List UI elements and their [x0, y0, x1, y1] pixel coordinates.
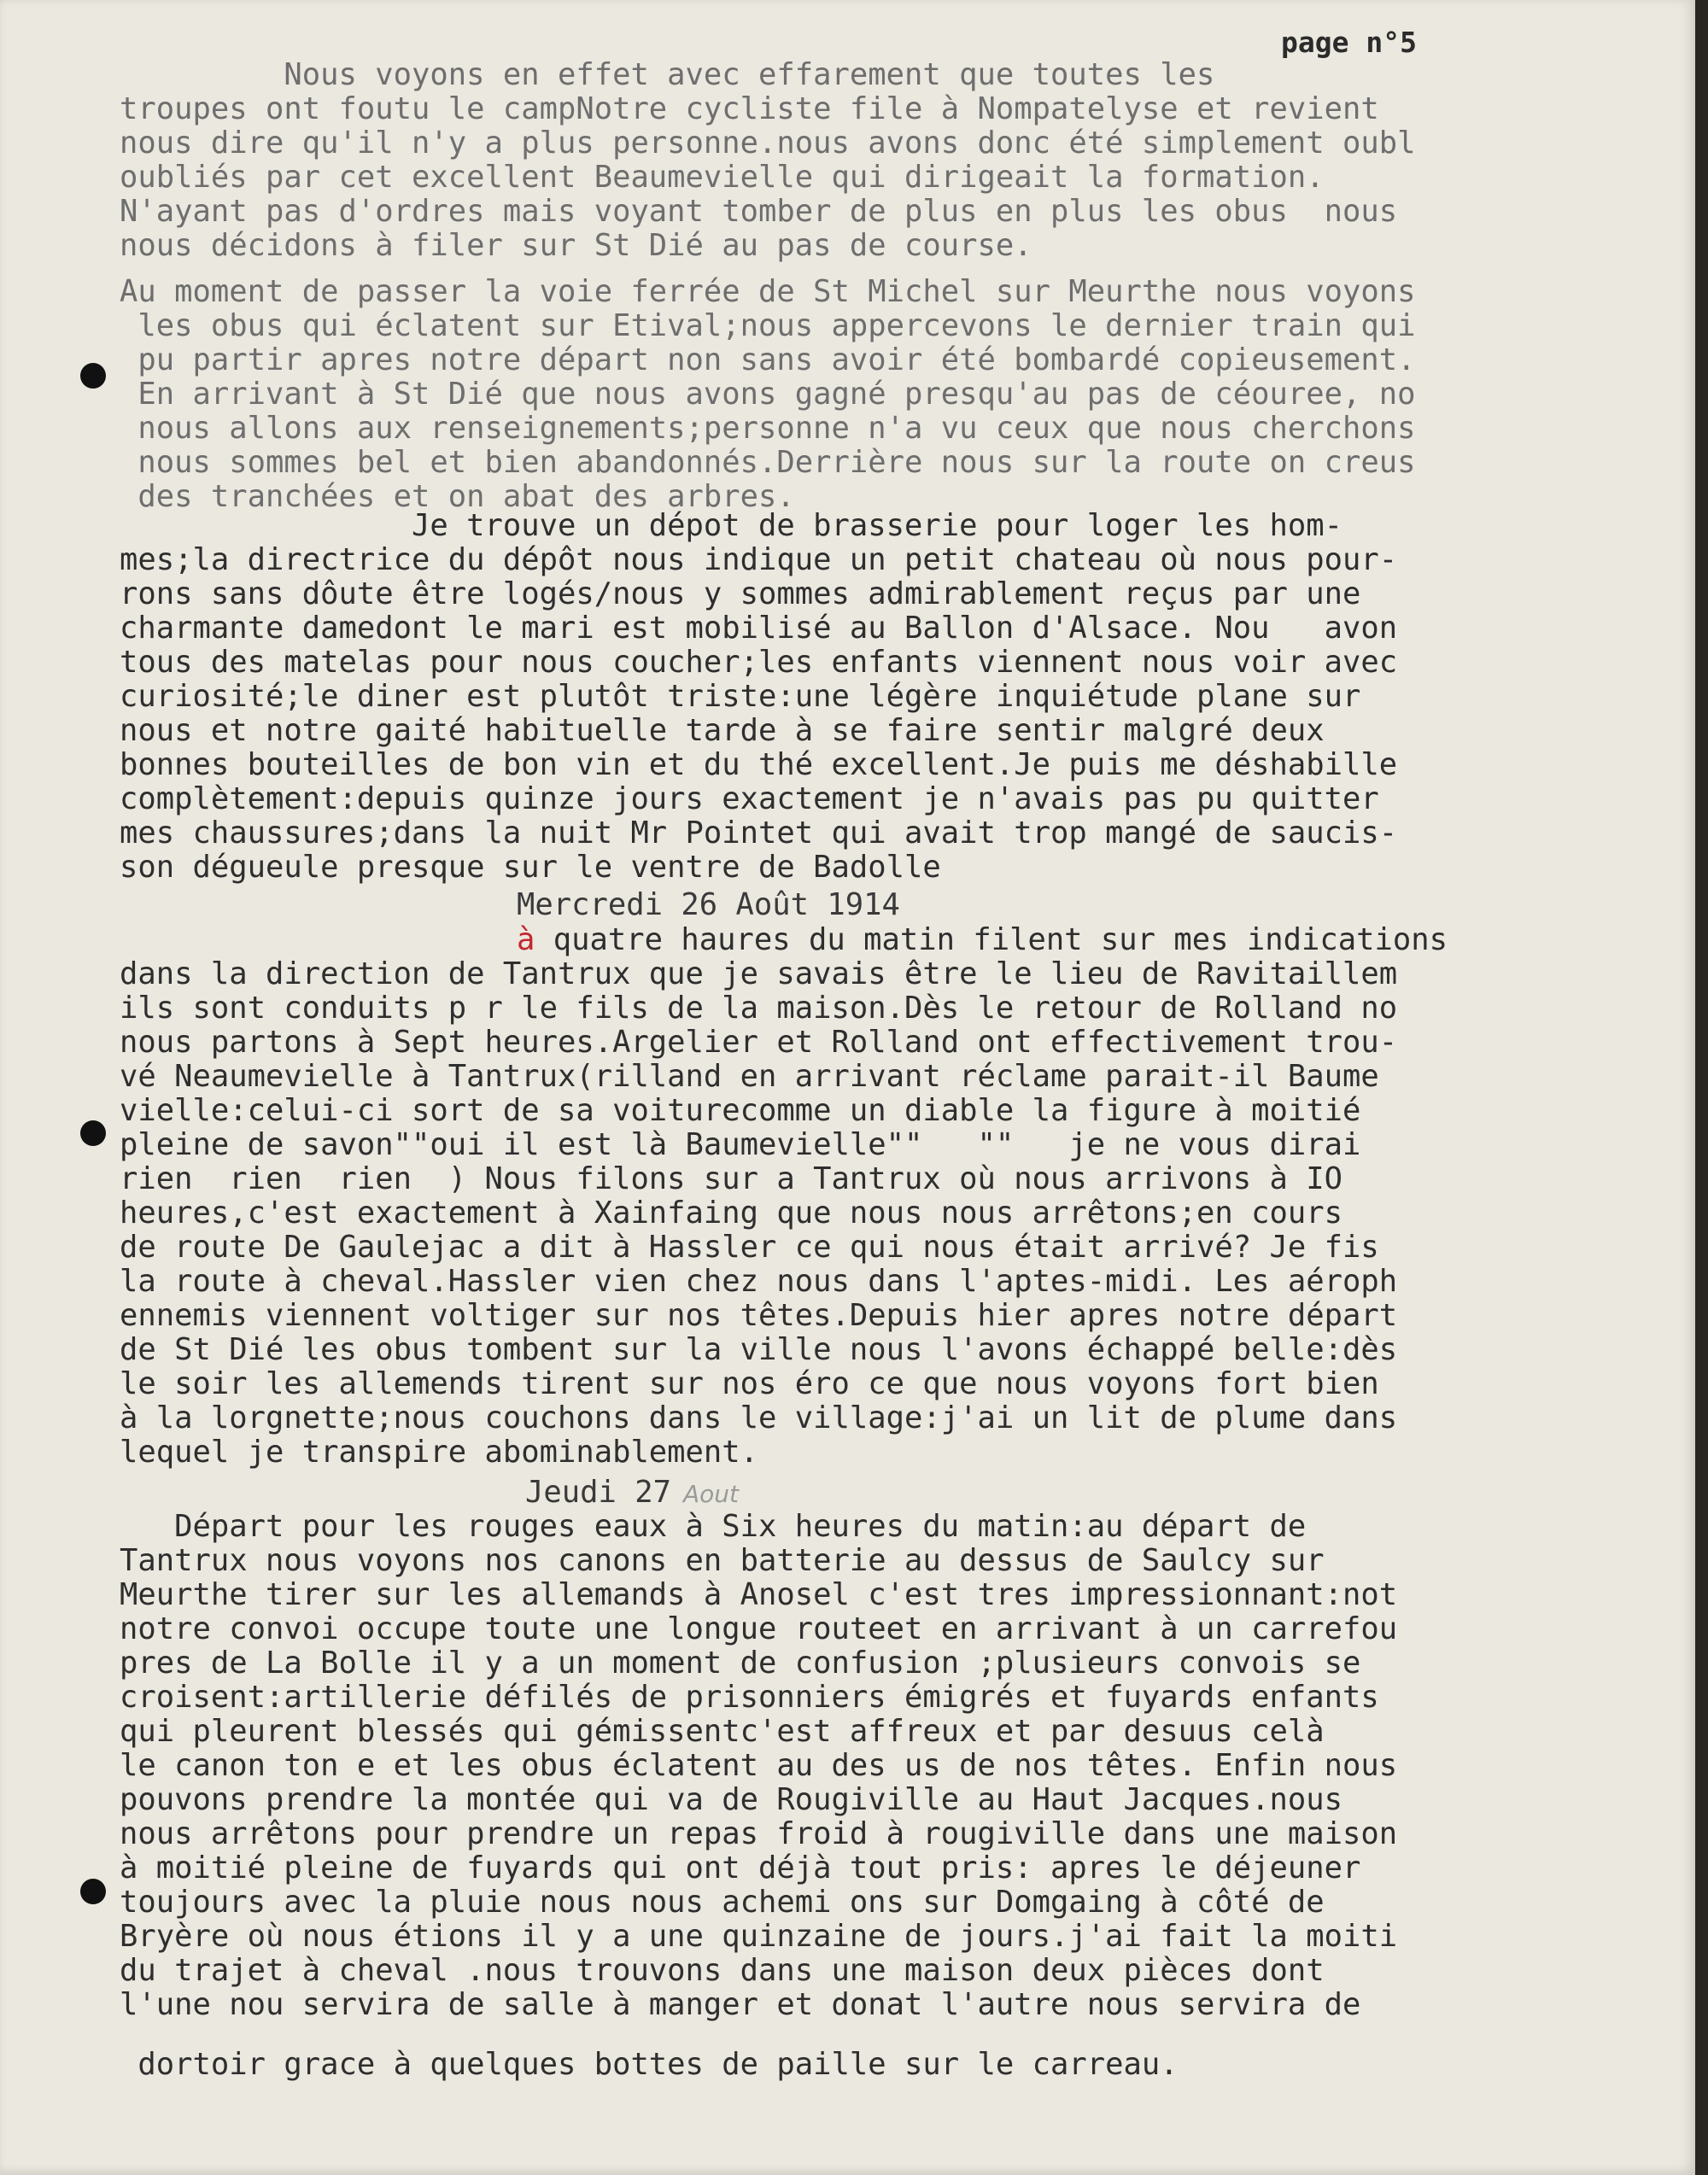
text-line: En arrivant à St Dié que nous avons gagné presqu'au pas de céouree, no	[120, 377, 1416, 412]
text-line: notre convoi occupe toute une longue routeet en arrivant à un carrefou	[120, 1611, 1398, 1646]
first-line-text: quatre haures du matin filent sur mes indications	[535, 922, 1448, 957]
text-line: nous partons à Sept heures.Argelier et Rolland ont effectivement trou-	[120, 1025, 1398, 1060]
text-line: pu partir apres notre départ non sans avoir été bombardé copieusement.	[120, 342, 1416, 377]
punch-hole	[80, 363, 106, 389]
paragraph-2	[120, 275, 1588, 514]
text-line: pouvons prendre la montée qui va de Rougiville au Haut Jacques.nous	[120, 1782, 1342, 1817]
text-line: pleine de savon""oui il est là Baumevielle"" "" je ne vous dirai	[120, 1127, 1361, 1162]
text-line: nous dire qu'il n'y a plus personne.nous avons donc été simplement oubl	[120, 126, 1416, 161]
text-line: Départ pour les rouges eaux à Six heures du matin:au départ de	[120, 1509, 1307, 1544]
text-line: complètement:depuis quinze jours exactement je n'avais pas pu quitter	[120, 781, 1379, 816]
date-text: Jeudi 27	[525, 1475, 671, 1510]
punch-hole	[80, 1879, 106, 1904]
text-line: oubliés par cet excellent Beaumevielle qui dirigeait la formation.	[120, 160, 1325, 195]
text-line: tous des matelas pour nous coucher;les enfants viennent nous voir avec	[120, 645, 1398, 680]
page-number: page n°5	[1281, 26, 1417, 59]
text-line: croisent:artillerie défilés de prisonniers émigrés et fuyards enfants	[120, 1680, 1379, 1715]
paragraph-5	[120, 1510, 1588, 2022]
text-line: nous sommes bel et bien abandonnés.Derrière nous sur la route on creus	[120, 445, 1416, 480]
text-line: pres de La Bolle il y a un moment de confusion ;plusieurs convois se	[120, 1646, 1361, 1681]
text-line: Meurthe tirer sur les allemands à Anosel c'est tres impressionnant:not	[120, 1577, 1398, 1612]
text-line: à la lorgnette;nous couchons dans le village:j'ai un lit de plume dans	[120, 1400, 1398, 1435]
text-line: Au moment de passer la voie ferrée de St Michel sur Meurthe nous voyons	[120, 274, 1416, 309]
text-line: rons sans dôute être logés/nous y sommes admirablement reçus par une	[120, 576, 1361, 611]
text-line: charmante damedont le mari est mobilisé au Ballon d'Alsace. Nou avon	[120, 611, 1398, 646]
paragraph-3	[120, 509, 1588, 885]
text-line: Je trouve un dépot de brasserie pour loger les hom-	[120, 508, 1342, 543]
text-line: qui pleurent blessés qui gémissentc'est affreux et par desuus celà	[120, 1714, 1325, 1749]
text-line: heures,c'est exactement à Xainfaing que nous nous arrêtons;en cours	[120, 1196, 1342, 1231]
paragraph-6	[120, 2048, 1588, 2082]
text-line: l'une nou servira de salle à manger et donat l'autre nous servira de	[120, 1987, 1361, 2022]
text-line: N'ayant pas d'ordres mais voyant tomber de plus en plus les obus nous	[120, 194, 1398, 229]
text-line: la route à cheval.Hassler vien chez nous dans l'aptes-midi. Les aéroph	[120, 1264, 1398, 1299]
text-line: dortoir grace à quelques bottes de paille sur le carreau.	[120, 2047, 1179, 2082]
text-line: nous et notre gaité habituelle tarde à se faire sentir malgré deux	[120, 713, 1325, 748]
text-line: des tranchées et on abat des arbres.	[120, 479, 795, 514]
text-line: vé Neaumevielle à Tantrux(rilland en arrivant réclame parait-il Baume	[120, 1059, 1379, 1094]
text-line: Nous voyons en effet avec effarement que toutes les	[120, 57, 1215, 92]
text-line: de St Dié les obus tombent sur la ville nous l'avons échappé belle:dès	[120, 1332, 1398, 1367]
text-line: troupes ont foutu le campNotre cycliste file à Nompatelyse et revient	[120, 91, 1379, 126]
text-line: Bryère où nous étions il y a une quinzaine de jours.j'ai fait la moiti	[120, 1919, 1398, 1954]
date-heading-thursday	[525, 1476, 1038, 1511]
text-line: de route De Gaulejac a dit à Hassler ce qui nous était arrivé? Je fis	[120, 1230, 1379, 1265]
text-line: nous décidons à filer sur St Dié au pas de course.	[120, 228, 1032, 263]
text-line: le canon ton e et les obus éclatent au des us de nos têtes. Enfin nous	[120, 1748, 1398, 1783]
paragraph-1	[120, 58, 1588, 263]
text-line: son dégueule presque sur le ventre de Badolle	[120, 850, 941, 885]
text-line: bonnes bouteilles de bon vin et du thé excellent.Je puis me déshabille	[120, 747, 1398, 782]
paragraph-4-first-line	[517, 923, 1610, 957]
text-line: dans la direction de Tantrux que je savais être le lieu de Ravitaillem	[120, 956, 1398, 991]
text-line: ils sont conduits p r le fils de la maison.Dès le retour de Rolland no	[120, 991, 1398, 1026]
punch-hole	[80, 1120, 106, 1146]
text-line: nous allons aux renseignements;personne n'a vu ceux que nous cherchons	[120, 411, 1416, 446]
text-line: rien rien rien ) Nous filons sur a Tantrux où nous arrivons à IO	[120, 1161, 1342, 1196]
text-line: lequel je transpire abominablement.	[120, 1435, 759, 1470]
text-line: vielle:celui-ci sort de sa voiturecomme un diable la figure à moitié	[120, 1093, 1361, 1128]
text-line: mes;la directrice du dépôt nous indique un petit chateau où nous pour-	[120, 542, 1398, 577]
text-line: à moitié pleine de fuyards qui ont déjà tout pris: apres le déjeuner	[120, 1851, 1361, 1886]
paragraph-4	[120, 957, 1588, 1470]
text-line: ennemis viennent voltiger sur nos têtes.Depuis hier apres notre départ	[120, 1298, 1398, 1333]
text-line: toujours avec la pluie nous nous achemi ons sur Domgaing à côté de	[120, 1885, 1325, 1920]
text-line: du trajet à cheval .nous trouvons dans une maison deux pièces dont	[120, 1953, 1325, 1988]
text-line: les obus qui éclatent sur Etival;nous appercevons le dernier train qui	[120, 308, 1416, 343]
pencil-annotation: Aout	[682, 1480, 739, 1508]
date-heading-wednesday: Mercredi 26 Août 1914	[517, 887, 900, 922]
text-line: Tantrux nous voyons nos canons en batterie au dessus de Saulcy sur	[120, 1543, 1325, 1578]
red-correction-mark: à	[517, 922, 535, 957]
text-line: curiosité;le diner est plutôt triste:une légère inquiétude plane sur	[120, 679, 1361, 714]
text-line: le soir les allemends tirent sur nos éro ce que nous voyons fort bien	[120, 1366, 1379, 1401]
text-line: mes chaussures;dans la nuit Mr Pointet qui avait trop mangé de saucis-	[120, 816, 1398, 851]
text-line: nous arrêtons pour prendre un repas froid à rougiville dans une maison	[120, 1816, 1398, 1851]
